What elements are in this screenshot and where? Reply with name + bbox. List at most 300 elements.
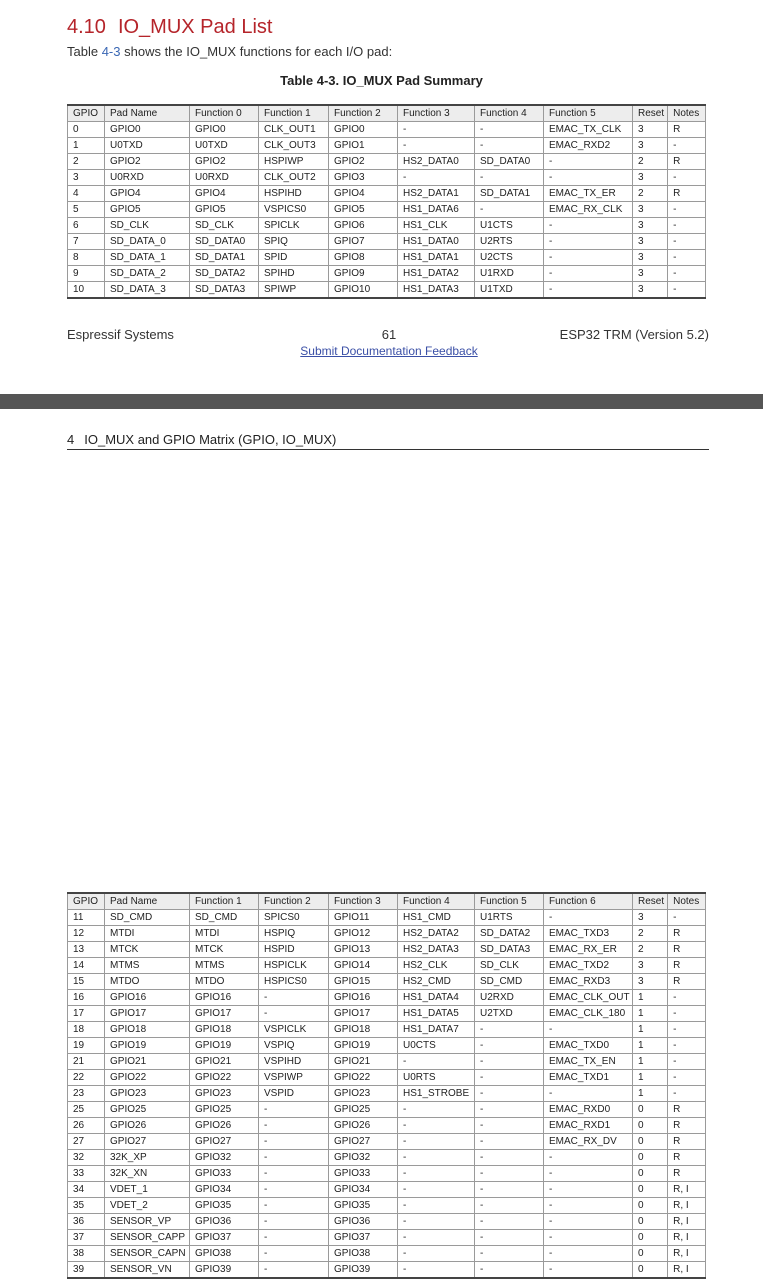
io-mux-table-part2 [67, 892, 706, 1279]
table-row [68, 154, 706, 170]
intro-paragraph [67, 44, 392, 59]
table-cell: - [398, 1102, 475, 1118]
table-cell: SD_DATA2 [475, 926, 544, 942]
table-cell: GPIO5 [329, 202, 398, 218]
page-separator [0, 394, 763, 409]
table-cell: R [668, 122, 706, 138]
table-cell: GPIO23 [105, 1086, 190, 1102]
table-row [68, 1198, 706, 1214]
table-cell: GPIO32 [329, 1150, 398, 1166]
table-cell: 16 [68, 990, 105, 1006]
table-cell: R [668, 186, 706, 202]
table-cell: - [544, 250, 633, 266]
table-cell: U2TXD [475, 1006, 544, 1022]
table-cell: R [668, 1118, 706, 1134]
table-cell: - [668, 170, 706, 186]
table-cell: 39 [68, 1262, 105, 1279]
table-row [68, 942, 706, 958]
table-cell: - [259, 1246, 329, 1262]
table-cell: GPIO16 [329, 990, 398, 1006]
table-cell: - [668, 138, 706, 154]
table-row [68, 1150, 706, 1166]
table-cell: GPIO10 [329, 282, 398, 299]
table-row [68, 1006, 706, 1022]
table-cell: 23 [68, 1086, 105, 1102]
table-cell: GPIO26 [105, 1118, 190, 1134]
table-cell: 1 [633, 1006, 668, 1022]
table-cell: GPIO21 [105, 1054, 190, 1070]
table-cell: - [475, 1150, 544, 1166]
table-cell: - [544, 1214, 633, 1230]
column-header: Function 4 [398, 893, 475, 910]
table-cell: HSPICS0 [259, 974, 329, 990]
table-cell: EMAC_TXD0 [544, 1038, 633, 1054]
table-row [68, 234, 706, 250]
table-cell: 35 [68, 1198, 105, 1214]
column-header: Function 4 [475, 105, 544, 122]
footer-company: Espressif Systems [67, 327, 174, 342]
table-cell: EMAC_TX_ER [544, 186, 633, 202]
table-cell: HS2_CLK [398, 958, 475, 974]
table-cell: - [544, 1166, 633, 1182]
table-cell: MTMS [105, 958, 190, 974]
table-cell: GPIO16 [105, 990, 190, 1006]
table-cell: - [259, 1102, 329, 1118]
table-cell: GPIO4 [105, 186, 190, 202]
document-page-61 [0, 0, 763, 394]
table-cell: 37 [68, 1230, 105, 1246]
io-mux-table-part1 [67, 104, 706, 299]
table-cell: GPIO17 [190, 1006, 259, 1022]
table-caption: Table 4-3. IO_MUX Pad Summary [280, 73, 483, 88]
table-cell: - [259, 1118, 329, 1134]
table-cell: U0CTS [398, 1038, 475, 1054]
table-cell: GPIO0 [105, 122, 190, 138]
table-cell: GPIO36 [190, 1214, 259, 1230]
table-cell: - [668, 1086, 706, 1102]
table-cell: R [668, 1134, 706, 1150]
table-cell: - [544, 1246, 633, 1262]
table-cell: SPIHD [259, 266, 329, 282]
table-cell: 32 [68, 1150, 105, 1166]
table-cell: 32K_XN [105, 1166, 190, 1182]
table-cell: GPIO14 [329, 958, 398, 974]
table-cell: - [475, 202, 544, 218]
table-cell: - [259, 990, 329, 1006]
table-cell: 3 [633, 170, 668, 186]
table-cell: - [259, 1166, 329, 1182]
table-cell: - [475, 1262, 544, 1279]
footer-doc-version: ESP32 TRM (Version 5.2) [559, 327, 709, 342]
table-cell: SD_CMD [105, 910, 190, 926]
table-cell: 0 [633, 1182, 668, 1198]
table-row [68, 926, 706, 942]
table-cell: VSPICS0 [259, 202, 329, 218]
table-cell: GPIO35 [329, 1198, 398, 1214]
table-cell: GPIO7 [329, 234, 398, 250]
table-cell: 0 [633, 1102, 668, 1118]
table-cell: GPIO23 [329, 1086, 398, 1102]
table-cell: R [668, 1150, 706, 1166]
table-cell: - [475, 1246, 544, 1262]
table-cell: 0 [633, 1198, 668, 1214]
table-cell: GPIO18 [329, 1022, 398, 1038]
table-cell: R [668, 958, 706, 974]
column-header: Notes [668, 893, 706, 910]
table-cell: 11 [68, 910, 105, 926]
table-cell: 1 [633, 1086, 668, 1102]
column-header: Function 6 [544, 893, 633, 910]
table-cell: R [668, 942, 706, 958]
table-cell: - [544, 282, 633, 299]
table-row [68, 170, 706, 186]
table-cell: - [475, 138, 544, 154]
table-cell: 4 [68, 186, 105, 202]
table-cell: 34 [68, 1182, 105, 1198]
table-cell: 3 [633, 218, 668, 234]
table-cell: HS1_DATA2 [398, 266, 475, 282]
table-row [68, 202, 706, 218]
table-cell: 2 [633, 926, 668, 942]
table-cell: 10 [68, 282, 105, 299]
table-cell: VSPICLK [259, 1022, 329, 1038]
table-cell: CLK_OUT3 [259, 138, 329, 154]
table-cell: U2RXD [475, 990, 544, 1006]
table-cell: - [475, 1022, 544, 1038]
table-cell: - [475, 170, 544, 186]
table-cell: GPIO38 [329, 1246, 398, 1262]
table-cell: SD_CMD [190, 910, 259, 926]
table-cell: U1TXD [475, 282, 544, 299]
table-cell: 33 [68, 1166, 105, 1182]
table-cell: - [398, 1262, 475, 1279]
table-cell: MTDO [190, 974, 259, 990]
running-header [67, 432, 709, 450]
table-cell: - [668, 910, 706, 926]
table-cell: MTMS [190, 958, 259, 974]
table-cell: HSPID [259, 942, 329, 958]
table-cell: - [398, 1246, 475, 1262]
table-cell: 2 [68, 154, 105, 170]
table-cell: 25 [68, 1102, 105, 1118]
table-cell: 0 [633, 1246, 668, 1262]
table-cell: - [544, 1150, 633, 1166]
table-cell: 0 [633, 1150, 668, 1166]
table-cell: HSPIQ [259, 926, 329, 942]
table-cell: - [544, 1022, 633, 1038]
table-cell: EMAC_RXD0 [544, 1102, 633, 1118]
table-cell: - [259, 1006, 329, 1022]
table-row [68, 1230, 706, 1246]
table-cell: GPIO35 [190, 1198, 259, 1214]
table-cell: GPIO21 [190, 1054, 259, 1070]
table-cell: GPIO0 [190, 122, 259, 138]
table-cell: 2 [633, 186, 668, 202]
table-cell: - [544, 1198, 633, 1214]
table-cell: SD_CLK [105, 218, 190, 234]
table-cell: GPIO37 [329, 1230, 398, 1246]
table-cell: - [259, 1150, 329, 1166]
table-cell: 12 [68, 926, 105, 942]
table-cell: 0 [633, 1214, 668, 1230]
table-cell: - [544, 266, 633, 282]
table-cell: HS1_DATA7 [398, 1022, 475, 1038]
table-cell: 3 [633, 202, 668, 218]
table-reference-link[interactable]: 4-3 [101, 44, 121, 59]
table-cell: 6 [68, 218, 105, 234]
table-cell: GPIO33 [190, 1166, 259, 1182]
table-cell: - [398, 1054, 475, 1070]
table-cell: EMAC_TXD2 [544, 958, 633, 974]
table-row [68, 1118, 706, 1134]
table-cell: 3 [633, 974, 668, 990]
table-cell: U0RXD [105, 170, 190, 186]
table-cell: GPIO17 [329, 1006, 398, 1022]
table-cell: - [668, 266, 706, 282]
table-cell: 38 [68, 1246, 105, 1262]
table-cell: 32K_XP [105, 1150, 190, 1166]
table-cell: U0TXD [190, 138, 259, 154]
table-cell: - [259, 1182, 329, 1198]
table-cell: - [475, 1230, 544, 1246]
table-cell: SPIQ [259, 234, 329, 250]
table-row [68, 1166, 706, 1182]
table-cell: SD_DATA_2 [105, 266, 190, 282]
table-cell: GPIO19 [190, 1038, 259, 1054]
column-header: Function 2 [329, 105, 398, 122]
table-cell: - [475, 1198, 544, 1214]
table-cell: R [668, 926, 706, 942]
table-cell: HS1_STROBE [398, 1086, 475, 1102]
column-header: GPIO [68, 893, 105, 910]
table-cell: 22 [68, 1070, 105, 1086]
table-cell: 3 [633, 234, 668, 250]
table-cell: EMAC_RXD3 [544, 974, 633, 990]
table-cell: 1 [633, 1054, 668, 1070]
table-cell: EMAC_CLK_OUT [544, 990, 633, 1006]
table-cell: - [668, 250, 706, 266]
table-cell: SD_DATA0 [190, 234, 259, 250]
table-cell: GPIO23 [190, 1086, 259, 1102]
table-cell: 19 [68, 1038, 105, 1054]
table-cell: 5 [68, 202, 105, 218]
table-cell: - [668, 282, 706, 299]
table-cell: - [475, 1134, 544, 1150]
table-cell: U0RXD [190, 170, 259, 186]
table-cell: SPIWP [259, 282, 329, 299]
table-cell: GPIO4 [329, 186, 398, 202]
column-header: Reset [633, 893, 668, 910]
table-cell: - [544, 1262, 633, 1279]
table-row [68, 1070, 706, 1086]
table-cell: GPIO13 [329, 942, 398, 958]
table-cell: GPIO2 [329, 154, 398, 170]
table-cell: 14 [68, 958, 105, 974]
table-cell: EMAC_TXD1 [544, 1070, 633, 1086]
table-cell: 1 [68, 138, 105, 154]
table-cell: 26 [68, 1118, 105, 1134]
table-cell: 1 [633, 990, 668, 1006]
table-cell: - [544, 154, 633, 170]
table-row [68, 250, 706, 266]
table-cell: - [475, 1182, 544, 1198]
table-cell: GPIO25 [190, 1102, 259, 1118]
table-cell: VSPIWP [259, 1070, 329, 1086]
table-cell: HS1_DATA1 [398, 250, 475, 266]
table-row [68, 910, 706, 926]
footer-page-number: 61 [381, 327, 397, 342]
table-row [68, 1054, 706, 1070]
table-cell: - [544, 1182, 633, 1198]
table-cell: SD_DATA2 [190, 266, 259, 282]
table-cell: 17 [68, 1006, 105, 1022]
table-cell: - [544, 218, 633, 234]
table-cell: - [475, 1054, 544, 1070]
table-cell: U2RTS [475, 234, 544, 250]
table-cell: GPIO15 [329, 974, 398, 990]
column-header: Function 1 [190, 893, 259, 910]
table-cell: 2 [633, 154, 668, 170]
table-cell: GPIO18 [190, 1022, 259, 1038]
table-cell: R [668, 1166, 706, 1182]
table-cell: - [398, 1118, 475, 1134]
table-cell: 2 [633, 942, 668, 958]
table-cell: SPICS0 [259, 910, 329, 926]
table-cell: VSPIHD [259, 1054, 329, 1070]
table-cell: SENSOR_CAPN [105, 1246, 190, 1262]
table-cell: GPIO19 [105, 1038, 190, 1054]
table-cell: SD_DATA1 [190, 250, 259, 266]
table-cell: GPIO27 [329, 1134, 398, 1150]
table-cell: GPIO25 [329, 1102, 398, 1118]
table-cell: SPICLK [259, 218, 329, 234]
table-cell: GPIO27 [190, 1134, 259, 1150]
table-cell: GPIO2 [105, 154, 190, 170]
table-cell: - [398, 1150, 475, 1166]
table-cell: - [668, 234, 706, 250]
table-cell: 3 [633, 122, 668, 138]
table-cell: GPIO2 [190, 154, 259, 170]
table-cell: SENSOR_CAPP [105, 1230, 190, 1246]
table-cell: 15 [68, 974, 105, 990]
table-cell: HS2_CMD [398, 974, 475, 990]
table-cell: SD_CLK [190, 218, 259, 234]
table-row [68, 958, 706, 974]
table-cell: - [668, 1070, 706, 1086]
table-header-row [68, 893, 706, 910]
table-row [68, 1134, 706, 1150]
table-cell: - [259, 1230, 329, 1246]
table-row [68, 218, 706, 234]
table-cell: - [259, 1198, 329, 1214]
table-cell: HSPIHD [259, 186, 329, 202]
table-cell: - [398, 1166, 475, 1182]
table-cell: SD_DATA_3 [105, 282, 190, 299]
table-cell: EMAC_TX_EN [544, 1054, 633, 1070]
table-cell: 27 [68, 1134, 105, 1150]
table-cell: HSPIWP [259, 154, 329, 170]
table-cell: - [398, 1230, 475, 1246]
table-cell: - [259, 1134, 329, 1150]
table-cell: - [668, 1038, 706, 1054]
table-cell: U2CTS [475, 250, 544, 266]
table-cell: R, I [668, 1246, 706, 1262]
table-cell: GPIO25 [105, 1102, 190, 1118]
table-cell: GPIO1 [329, 138, 398, 154]
table-cell: GPIO39 [190, 1262, 259, 1279]
table-cell: - [259, 1262, 329, 1279]
table-cell: 1 [633, 1022, 668, 1038]
table-cell: - [475, 1070, 544, 1086]
table-cell: HS1_DATA0 [398, 234, 475, 250]
intro-text-before: Table [67, 44, 102, 59]
table-cell: EMAC_RX_DV [544, 1134, 633, 1150]
table-header-row [68, 105, 706, 122]
table-cell: EMAC_RX_ER [544, 942, 633, 958]
table-cell: GPIO38 [190, 1246, 259, 1262]
table-cell: R [668, 974, 706, 990]
table-cell: HS1_DATA3 [398, 282, 475, 299]
table-cell: - [668, 1006, 706, 1022]
table-row [68, 990, 706, 1006]
table-cell: GPIO11 [329, 910, 398, 926]
table-cell: - [259, 1214, 329, 1230]
table-cell: - [398, 1214, 475, 1230]
table-cell: GPIO33 [329, 1166, 398, 1182]
section-title: IO_MUX Pad List [117, 16, 273, 38]
table-cell: R [668, 154, 706, 170]
feedback-link[interactable]: Submit Documentation Feedback [300, 344, 478, 358]
table-cell: GPIO8 [329, 250, 398, 266]
table-cell: GPIO22 [105, 1070, 190, 1086]
table-cell: SD_DATA0 [475, 154, 544, 170]
table-cell: 1 [633, 1038, 668, 1054]
table-row [68, 974, 706, 990]
table-cell: SD_CMD [475, 974, 544, 990]
table-cell: 0 [633, 1134, 668, 1150]
table-cell: 3 [633, 958, 668, 974]
table-cell: 9 [68, 266, 105, 282]
table-cell: 3 [633, 910, 668, 926]
table-cell: SD_CLK [475, 958, 544, 974]
table-cell: 3 [633, 250, 668, 266]
table-cell: - [475, 1086, 544, 1102]
table-cell: GPIO12 [329, 926, 398, 942]
table-cell: 0 [633, 1166, 668, 1182]
table-cell: R, I [668, 1182, 706, 1198]
table-row [68, 282, 706, 299]
table-cell: 1 [633, 1070, 668, 1086]
table-cell: - [668, 1022, 706, 1038]
table-cell: HS1_DATA4 [398, 990, 475, 1006]
table-cell: 3 [68, 170, 105, 186]
table-cell: HS1_DATA6 [398, 202, 475, 218]
table-row [68, 1022, 706, 1038]
table-cell: SENSOR_VN [105, 1262, 190, 1279]
table-cell: HS2_DATA0 [398, 154, 475, 170]
table-cell: - [398, 122, 475, 138]
table-cell: - [544, 170, 633, 186]
table-row [68, 1086, 706, 1102]
table-cell: - [475, 1038, 544, 1054]
column-header: Function 5 [544, 105, 633, 122]
table-cell: - [544, 910, 633, 926]
table-cell: U1CTS [475, 218, 544, 234]
table-cell: HS2_DATA3 [398, 942, 475, 958]
table-cell: GPIO5 [190, 202, 259, 218]
column-header: Function 3 [398, 105, 475, 122]
table-cell: R [668, 1102, 706, 1118]
